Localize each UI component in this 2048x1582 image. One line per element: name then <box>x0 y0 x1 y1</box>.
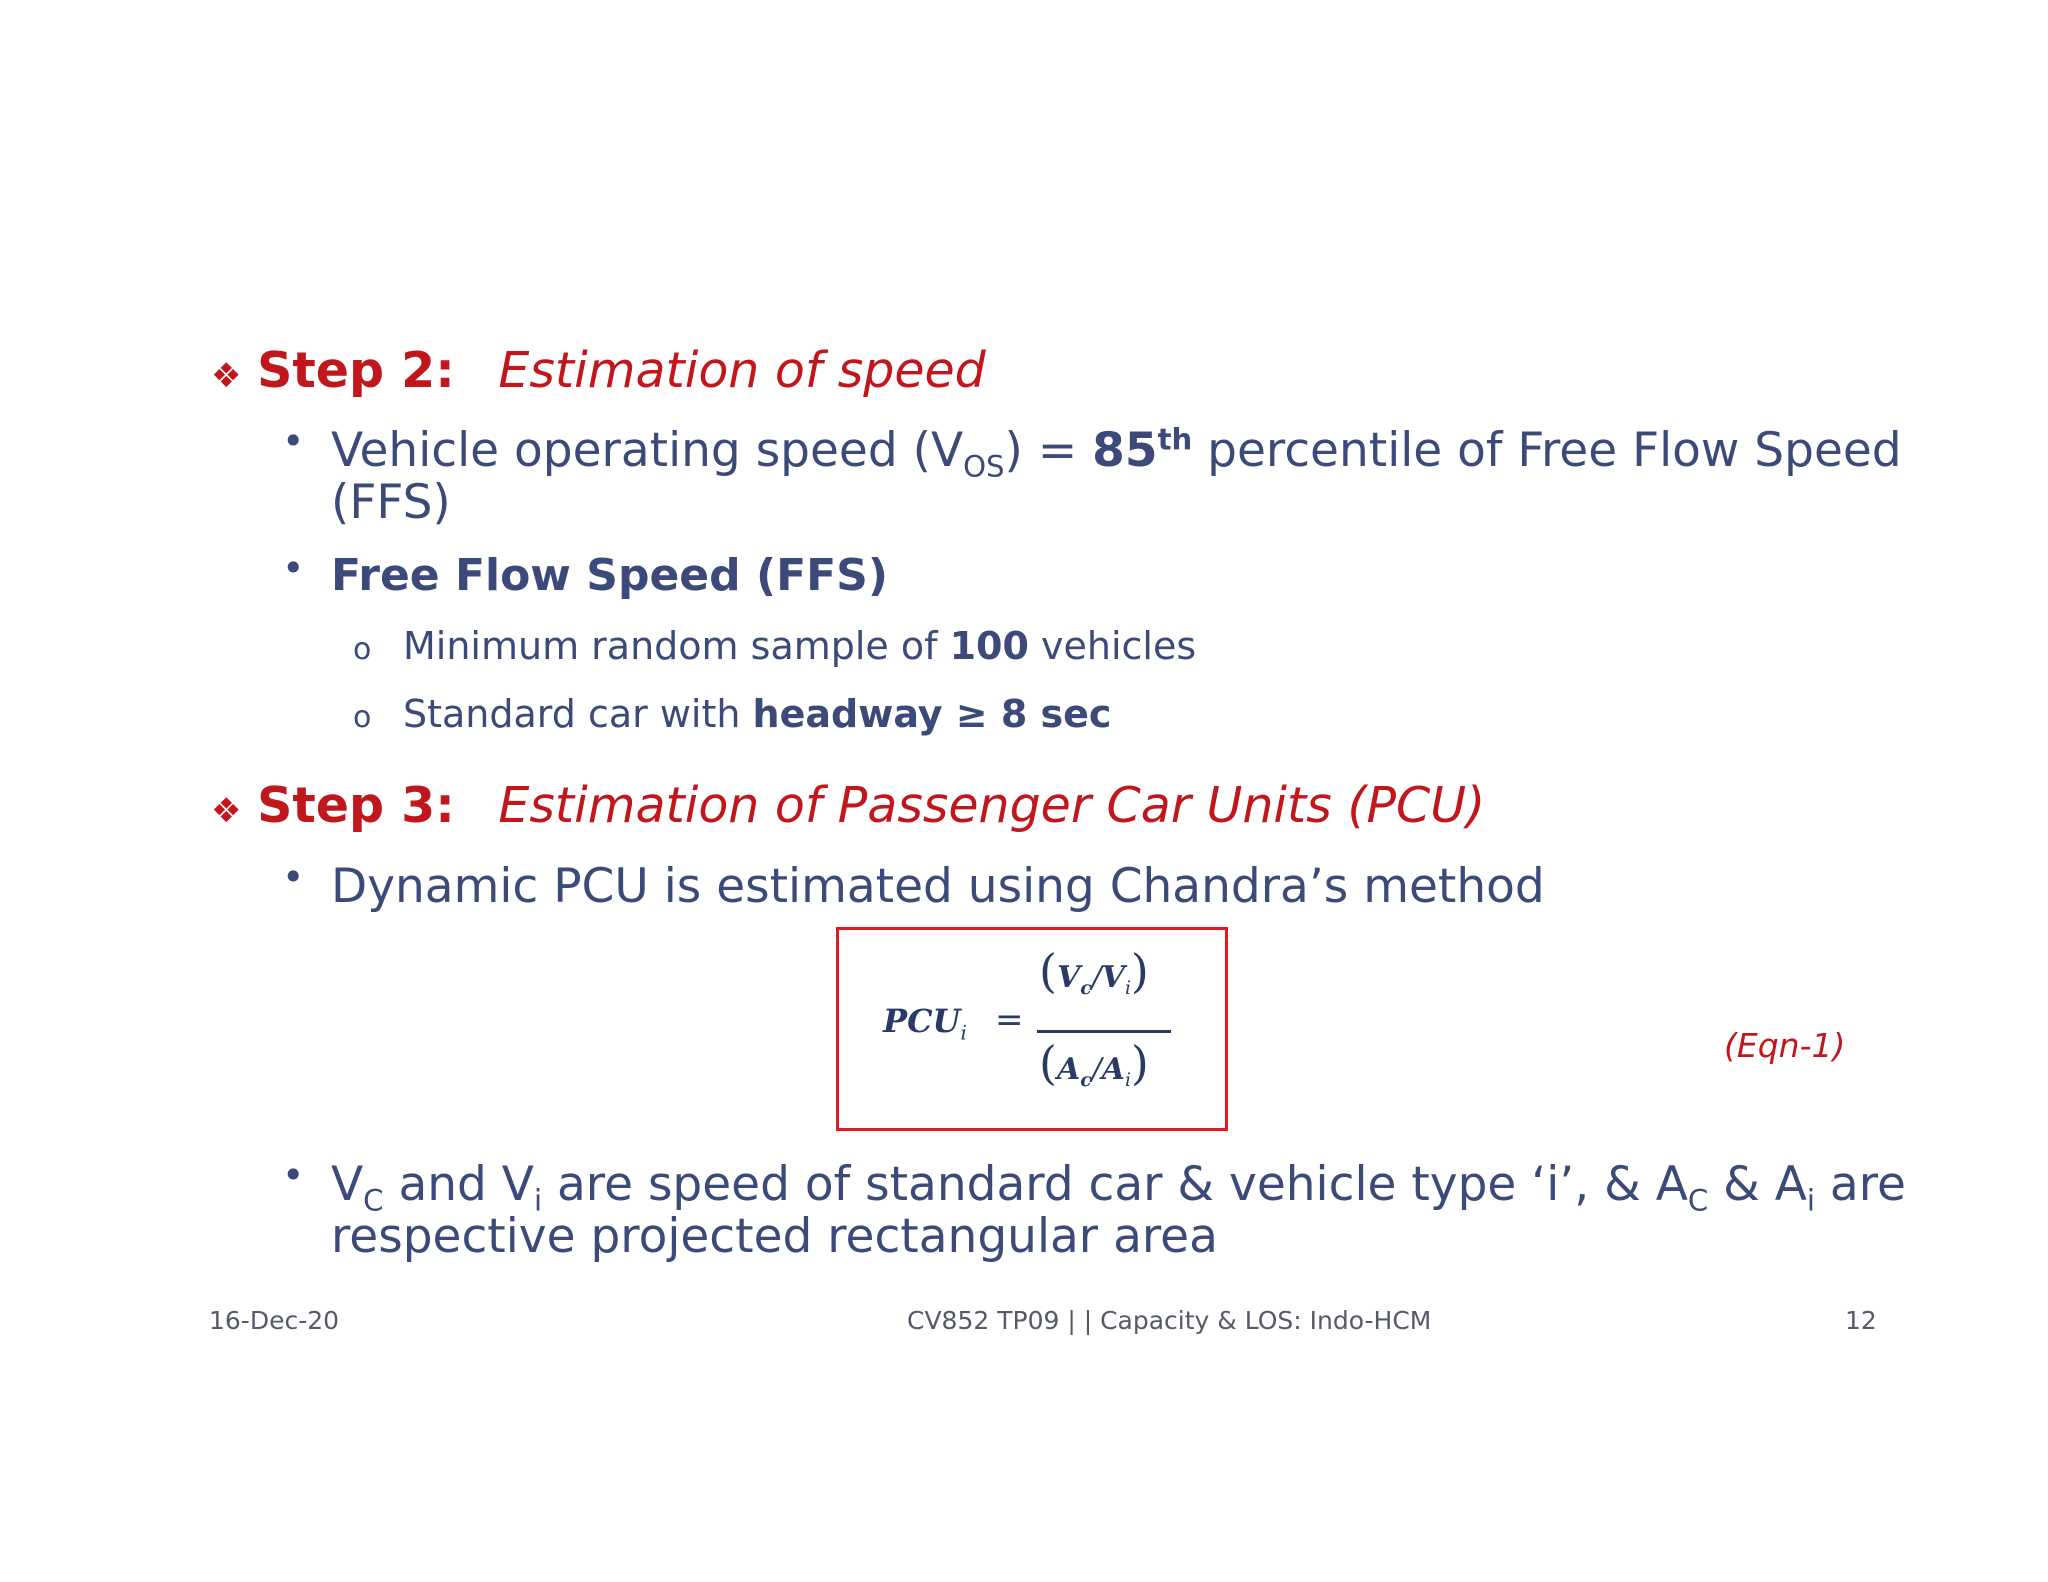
footer-course: CV852 TP09 | | Capacity & LOS: Indo-HCM <box>907 1306 1432 1335</box>
percentile-suffix: th <box>1157 422 1193 457</box>
equation-lhs <box>883 1002 967 1045</box>
step2-heading <box>211 342 986 399</box>
bullet-dot-icon: • <box>282 419 305 463</box>
ai-subscript: i <box>1124 1070 1131 1091</box>
bullet-dot-icon: • <box>282 855 305 899</box>
vos-definition-line2: (FFS) <box>331 475 451 530</box>
step3-label: Step 3: <box>257 777 455 834</box>
equation-numerator: $(V_c/V_i)$ <box>1039 944 1149 999</box>
def-ai: & A <box>1708 1157 1807 1212</box>
vos-definition <box>331 422 1902 484</box>
ai-symbol: A <box>1101 1052 1125 1087</box>
sample-text: Minimum random sample of <box>403 624 950 668</box>
variable-definitions-line2: respective projected rectangular area <box>331 1209 1218 1264</box>
step3-heading <box>211 777 1486 834</box>
ffs-heading: Free Flow Speed (FFS) <box>331 550 888 601</box>
headway-item <box>403 692 1111 736</box>
sample-unit: vehicles <box>1028 624 1197 668</box>
fraction-bar <box>1037 1030 1171 1033</box>
def-vi-sub: i <box>533 1183 543 1218</box>
vi-subscript: i <box>1124 978 1131 999</box>
equation-denominator: $(A_c/A_i)$ <box>1039 1036 1149 1091</box>
step3-title: Estimation of Passenger Car Units (PCU) <box>498 777 1486 834</box>
sample-count: 100 <box>949 624 1029 668</box>
diamond-bullet-icon: ❖ <box>211 791 242 831</box>
equals-sign: = <box>995 1000 1024 1040</box>
vc-symbol: V <box>1056 960 1081 995</box>
bullet-dot-icon: • <box>282 1153 305 1197</box>
circle-bullet-icon: o <box>353 700 372 735</box>
footer-page-number: 12 <box>1845 1306 1877 1335</box>
def-ai-sub: i <box>1806 1183 1815 1218</box>
equation-box <box>836 927 1228 1131</box>
ac-symbol: A <box>1056 1052 1081 1087</box>
vi-symbol: V <box>1101 960 1125 995</box>
def-vc: V <box>331 1157 364 1212</box>
ac-subscript: c <box>1080 1070 1092 1091</box>
vos-equals: ) = <box>1004 423 1093 478</box>
pcu-subscript: i <box>960 1021 967 1045</box>
def-ac: are speed of standard car & vehicle type ‘i’, & A <box>542 1157 1688 1212</box>
circle-bullet-icon: o <box>353 632 372 667</box>
def-vi: and V <box>383 1157 534 1212</box>
step2-label: Step 2: <box>257 342 455 399</box>
pcu-symbol: PCU <box>883 1002 961 1040</box>
vos-rest: percentile of Free Flow Speed <box>1192 423 1902 478</box>
def-ac-sub: C <box>1687 1183 1709 1218</box>
dynamic-pcu-text: Dynamic PCU is estimated using Chandra’s method <box>331 859 1545 914</box>
def-vc-sub: C <box>363 1183 384 1218</box>
vos-subscript: OS <box>963 449 1005 484</box>
bullet-dot-icon: • <box>282 546 305 590</box>
sample-size-item <box>403 624 1196 668</box>
variable-definitions <box>331 1157 1906 1218</box>
step2-title: Estimation of speed <box>498 342 986 399</box>
diamond-bullet-icon: ❖ <box>211 356 242 396</box>
headway-value: headway ≥ 8 sec <box>752 692 1112 736</box>
headway-text: Standard car with <box>403 692 753 736</box>
vc-subscript: c <box>1080 978 1092 999</box>
vos-text: Vehicle operating speed (V <box>331 423 964 478</box>
percentile-value: 85 <box>1092 423 1158 478</box>
def-end: are <box>1814 1157 1906 1212</box>
footer-date: 16-Dec-20 <box>209 1306 340 1335</box>
equation-number: (Eqn-1) <box>1724 1026 1846 1065</box>
